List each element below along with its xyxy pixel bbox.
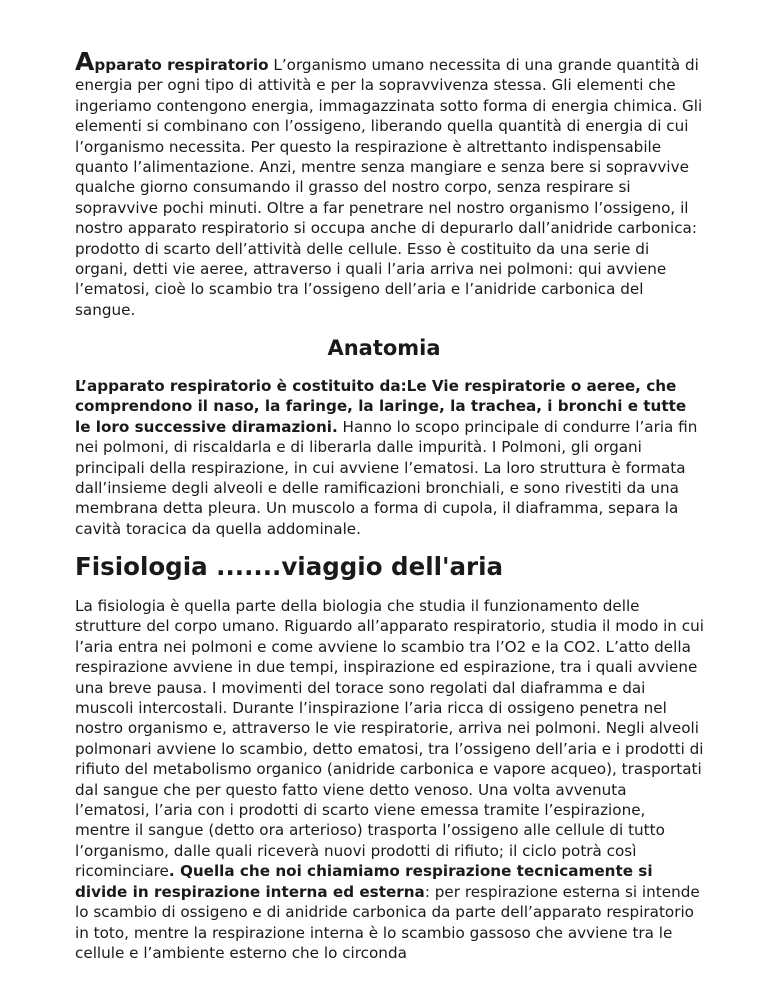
intro-text: L’organismo umano necessita di una grande quantità di energia per ogni tipo di attività e per la sopravvivenza stessa. Gli elementi che ingeriamo contengono energia, immagazzinata sotto forma di energia chimica. Gli elementi si combinano con l’ossigeno, liberando quella quantità di energia di cui l’organismo necessita. Per questo la respirazione è altrettanto indispensabile quanto l’alimentazione. Anzi, mentre senza mangiare e senza bere si sopravvive qualche giorno consumando il grasso del nostro corpo, senza respirare si sopravvive pochi minuti. Oltre a far penetrare nel nostro organismo l’ossigeno, il nostro apparato respiratorio si occupa anche di depurarlo dall’anidride carbonica: prodotto di scarto dell’attività delle cellule. Esso è costituito da una serie di organi, detti vie aeree, attraverso i quali l’aria arriva nei polmoni: qui avviene l’ematosi, cioè lo scambio tra l’ossigeno dell’aria e l’anidride carbonica del sangue. <box>75 56 703 319</box>
fisiologia-text-end: : per respirazione esterna si intende lo scambio di ossigeno e di anidride carbonica da parte dell’apparato respiratorio in toto, mentre la respirazione interna è lo scambio gassoso che avviene tra le cellule e l’ambiente esterno che lo circonda <box>75 882 700 962</box>
dropcap-letter: A <box>75 47 95 76</box>
intro-title: pparato respiratorio <box>94 56 269 74</box>
intro-paragraph <box>75 47 705 320</box>
heading-anatomia: Anatomia <box>327 336 441 360</box>
fisiologia-paragraph <box>75 596 705 963</box>
fisiologia-text: La fisiologia è quella parte della biologia che studia il funzionamento delle strutture del corpo umano. Riguardo all’apparato respiratorio, studia il modo in cui l’aria entra nei polmoni e come avviene lo scambio tra l’O2 e la CO2. L’atto della respirazione avviene in due tempi, inspirazione ed espirazione, tra i quali avviene una breve pausa. I movimenti del torace sono regolati dal diaframma e dai muscoli intercostali. Durante l’inspirazione l’aria ricca di ossigeno penetra nel nostro organismo e, attraverso le vie respiratorie, arriva nei polmoni. Negli alveoli polmonari avviene lo scambio, detto ematosi, tra l’ossigeno dell’aria e i prodotti di rifiuto del metabolismo organico (anidride carbonica e vapore acqueo), trasportati dal sangue che per questo fatto viene detto venoso. Una volta avvenuta l’ematosi, l’aria con i prodotti di scarto viene emessa tramite l’espirazione, mentre il sangue (detto ora arterioso) trasporta l’ossigeno alle cellule di tutto l’organismo, dalle quali riceverà nuovi prodotti di rifiuto; il ciclo potrà così ricominciare <box>75 597 704 881</box>
anatomia-bold-text: L’apparato respiratorio è costituito da:Le Vie respiratorie o aeree, che comprendono il naso, la faringe, la laringe, la trachea, i bronchi e tutte le loro successive diramazioni. <box>75 377 687 436</box>
fisiologia-bold-text: . Quella che noi chiamiamo respirazione tecnicamente si divide in respirazione interna ed esterna <box>75 862 653 901</box>
anatomia-paragraph <box>75 376 705 539</box>
anatomia-text: Hanno lo scopo principale di condurre l’aria fin nei polmoni, di riscaldarla e di liberarla dalle impurità. I Polmoni, gli organi principali della respirazione, in cui avviene l’ematosi. La loro struttura è formata dall’insieme degli alveoli e delle ramificazioni bronchiali, e sono rivestiti da una membrana detta pleura. Un muscolo a forma di cupola, il diaframma, separa la cavità toracica da quella addominale. <box>75 417 698 538</box>
heading-fisiologia: Fisiologia .......viaggio dell'aria <box>75 552 504 581</box>
